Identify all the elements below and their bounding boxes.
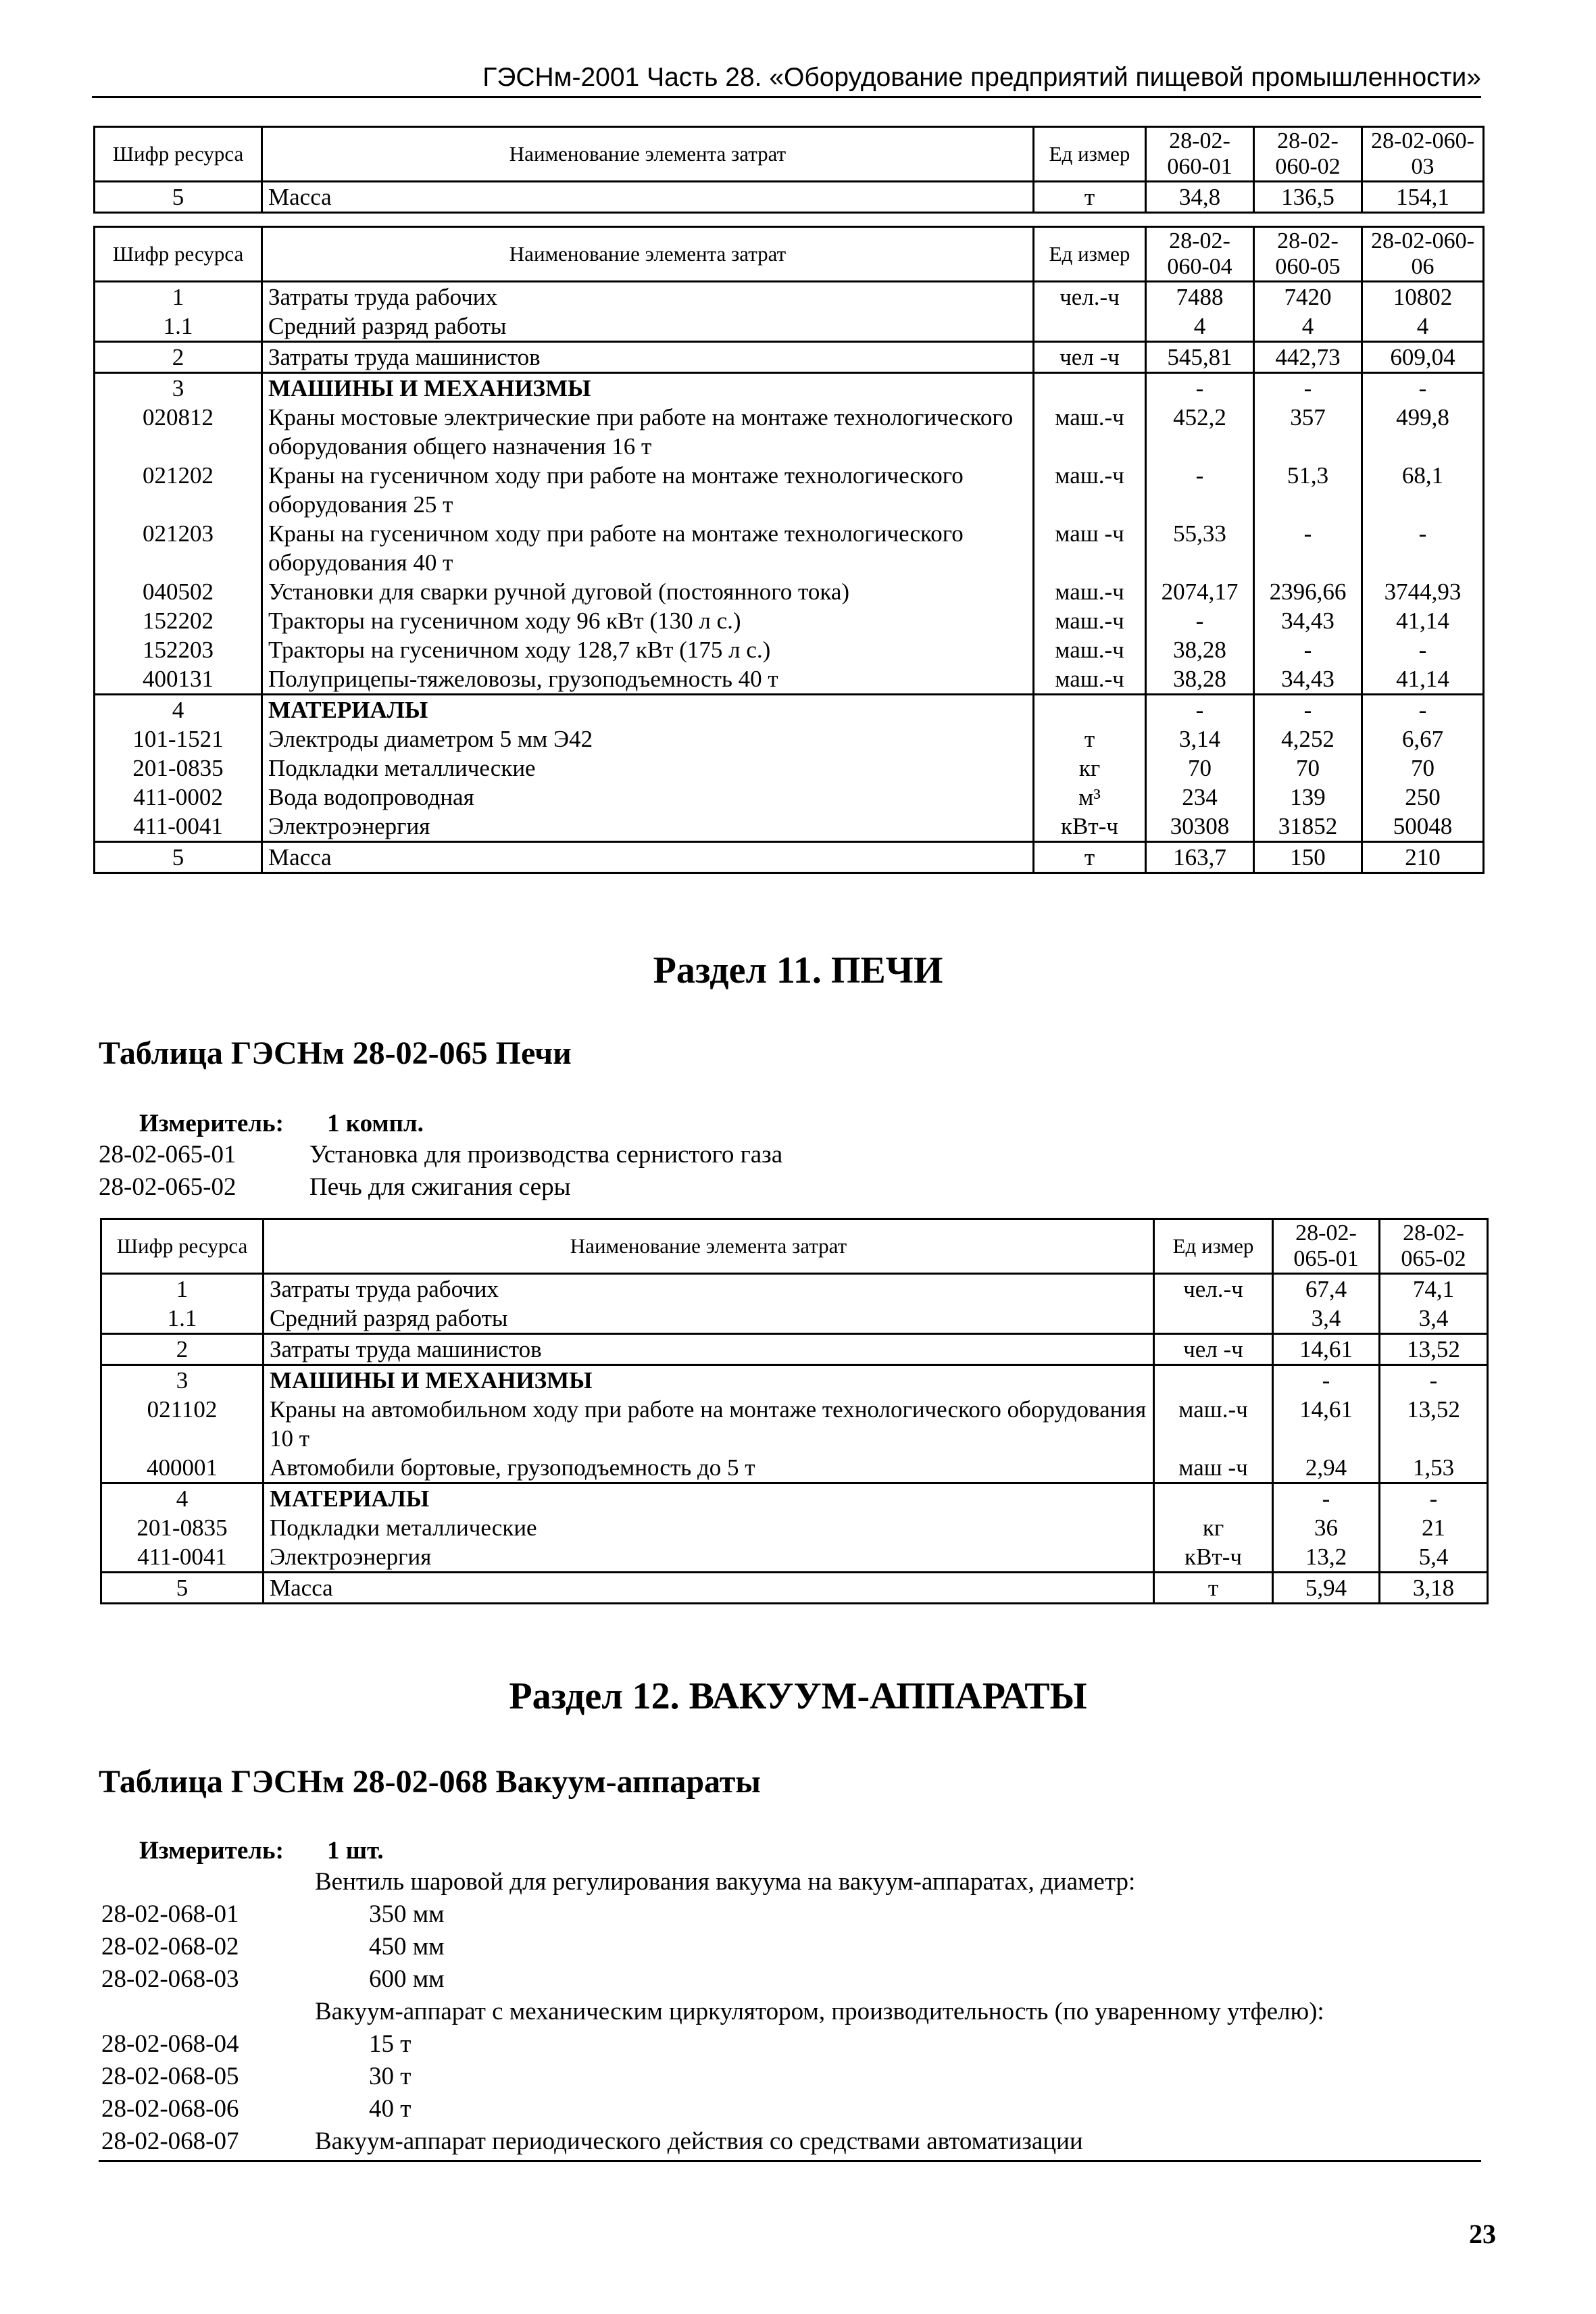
- cost-element-name: Электроды диаметром 5 мм Э42: [262, 724, 1034, 754]
- norm-value: 10802: [1362, 282, 1484, 312]
- item-text: 450 мм: [369, 1933, 445, 1961]
- norm-value: -: [1254, 635, 1362, 664]
- item-text: 30 т: [369, 2063, 412, 2090]
- unit-of-measure: [1034, 373, 1146, 403]
- cost-element-name: Автомобили бортовые, грузоподъемность до 5 т: [264, 1453, 1154, 1483]
- table-row: [95, 812, 1484, 842]
- norm-value: 21: [1380, 1513, 1488, 1542]
- column-header: 28-02-060-05: [1254, 227, 1362, 282]
- norm-value: -: [1146, 606, 1254, 635]
- resource-code: 5: [95, 842, 262, 873]
- resource-code: 400131: [95, 664, 262, 695]
- cost-element-name: Электроэнергия: [264, 1542, 1154, 1573]
- norm-value: 67,4: [1273, 1274, 1380, 1304]
- resource-code: 201-0835: [101, 1513, 264, 1542]
- norm-value: 139: [1254, 783, 1362, 812]
- norm-value: 13,52: [1380, 1334, 1488, 1365]
- unit-of-measure: [1034, 695, 1146, 725]
- item-text: 350 мм: [369, 1900, 445, 1928]
- cost-element-name: Краны на гусеничном ходу при работе на монтаже технологического оборудования 40 т: [262, 519, 1034, 577]
- unit-of-measure: [1154, 1483, 1273, 1514]
- norm-value: -: [1273, 1483, 1380, 1514]
- unit-of-measure: маш.-ч: [1034, 664, 1146, 695]
- table-068-title: Таблица ГЭСНм 28-02-068 Вакуум-аппараты: [99, 1764, 761, 1800]
- resource-code: 5: [95, 182, 262, 213]
- group-heading: Вакуум-аппарат с механическим циркулятором, производительность (по уваренному утфелю):: [315, 1998, 1324, 2025]
- column-header: Наименование элемента затрат: [262, 127, 1034, 182]
- table-row: [101, 1453, 1488, 1483]
- norm-value: 545,81: [1146, 342, 1254, 373]
- unit-of-measure: кг: [1034, 754, 1146, 783]
- column-header: Наименование элемента затрат: [262, 227, 1034, 282]
- table-row: [95, 182, 1484, 213]
- table-header-row: [101, 1219, 1488, 1274]
- resource-code: 152202: [95, 606, 262, 635]
- norm-value: 34,8: [1146, 182, 1254, 213]
- resource-code: 1.1: [101, 1304, 264, 1334]
- column-header: 28-02-060-03: [1362, 127, 1484, 182]
- unit-of-measure: кВт-ч: [1154, 1542, 1273, 1573]
- norm-value: 14,61: [1273, 1334, 1380, 1365]
- column-header: Ед измер: [1034, 227, 1146, 282]
- norm-value: 30308: [1146, 812, 1254, 842]
- cost-element-name: Краны мостовые электрические при работе на монтаже технологического оборудования общего назначения 16 т: [262, 403, 1034, 461]
- norm-value: 55,33: [1146, 519, 1254, 577]
- unit-of-measure: т: [1034, 724, 1146, 754]
- norm-value: -: [1254, 695, 1362, 725]
- measure-label: Измеритель:: [139, 1110, 284, 1137]
- cost-element-name: Затраты труда машинистов: [264, 1334, 1154, 1365]
- unit-of-measure: [1154, 1365, 1273, 1396]
- item-text: 600 мм: [369, 1965, 445, 1993]
- table-row: [101, 1365, 1488, 1396]
- cost-element-name: Средний разряд работы: [262, 312, 1034, 342]
- column-header: Ед измер: [1154, 1219, 1273, 1274]
- column-header: 28-02-060-04: [1146, 227, 1254, 282]
- table-row: [95, 842, 1484, 873]
- norm-value: -: [1362, 519, 1484, 577]
- resource-code: 3: [101, 1365, 264, 1396]
- norm-value: -: [1380, 1483, 1488, 1514]
- unit-of-measure: маш -ч: [1034, 519, 1146, 577]
- unit-of-measure: [1154, 1304, 1273, 1334]
- table-row: [95, 519, 1484, 577]
- norm-value: 70: [1362, 754, 1484, 783]
- norm-value: -: [1254, 519, 1362, 577]
- page-number: 23: [1469, 2219, 1496, 2249]
- cost-element-name: МАШИНЫ И МЕХАНИЗМЫ: [262, 373, 1034, 403]
- table-row: [95, 664, 1484, 695]
- norm-value: 2074,17: [1146, 577, 1254, 606]
- resource-table-060-a: [93, 126, 1485, 214]
- table-row: [101, 1542, 1488, 1573]
- table-row: [95, 606, 1484, 635]
- resource-table-065: [100, 1218, 1489, 1604]
- cost-element-name: Масса: [262, 182, 1034, 213]
- norm-value: 452,2: [1146, 403, 1254, 461]
- column-header: 28-02-065-01: [1273, 1219, 1380, 1274]
- column-header: Шифр ресурса: [95, 127, 262, 182]
- cost-element-name: Масса: [262, 842, 1034, 873]
- unit-of-measure: чел -ч: [1154, 1334, 1273, 1365]
- column-header: Наименование элемента затрат: [264, 1219, 1154, 1274]
- item-code: 28-02-065-01: [99, 1141, 236, 1168]
- resource-table-060-b: [93, 226, 1485, 874]
- norm-value: 2,94: [1273, 1453, 1380, 1483]
- norm-value: 51,3: [1254, 461, 1362, 519]
- norm-value: -: [1254, 373, 1362, 403]
- unit-of-measure: маш.-ч: [1034, 635, 1146, 664]
- norm-value: 7488: [1146, 282, 1254, 312]
- cost-element-name: Электроэнергия: [262, 812, 1034, 842]
- norm-value: 5,94: [1273, 1573, 1380, 1604]
- resource-code: 2: [101, 1334, 264, 1365]
- norm-value: 3744,93: [1362, 577, 1484, 606]
- norm-value: 31852: [1254, 812, 1362, 842]
- norm-value: 3,4: [1380, 1304, 1488, 1334]
- cost-element-name: Тракторы на гусеничном ходу 96 кВт (130 л с.): [262, 606, 1034, 635]
- norm-value: 7420: [1254, 282, 1362, 312]
- item-code: 28-02-068-04: [101, 2030, 239, 2058]
- table-row: [95, 754, 1484, 783]
- unit-of-measure: маш.-ч: [1034, 577, 1146, 606]
- item-code: 28-02-065-02: [99, 1173, 236, 1201]
- item-text: 15 т: [369, 2030, 412, 2058]
- norm-value: 13,2: [1273, 1542, 1380, 1573]
- item-text: Установка для производства сернистого газа: [309, 1141, 783, 1168]
- resource-code: 021202: [95, 461, 262, 519]
- table-row: [95, 577, 1484, 606]
- cost-element-name: Вода водопроводная: [262, 783, 1034, 812]
- norm-value: 3,14: [1146, 724, 1254, 754]
- unit-of-measure: маш.-ч: [1034, 461, 1146, 519]
- cost-element-name: Затраты труда рабочих: [264, 1274, 1154, 1304]
- item-code: 28-02-068-01: [101, 1900, 239, 1928]
- table-header-row: [95, 227, 1484, 282]
- item-code: 28-02-068-07: [101, 2127, 239, 2155]
- table-row: [95, 282, 1484, 312]
- table-row: [101, 1334, 1488, 1365]
- norm-value: 3,18: [1380, 1573, 1488, 1604]
- norm-value: 41,14: [1362, 606, 1484, 635]
- norm-value: 4: [1146, 312, 1254, 342]
- cost-element-name: Краны на гусеничном ходу при работе на монтаже технологического оборудования 25 т: [262, 461, 1034, 519]
- norm-value: 13,52: [1380, 1395, 1488, 1453]
- table-row: [101, 1395, 1488, 1453]
- norm-value: -: [1146, 461, 1254, 519]
- resource-code: 021203: [95, 519, 262, 577]
- resource-code: 4: [95, 695, 262, 725]
- table-065-title: Таблица ГЭСНм 28-02-065 Печи: [99, 1035, 572, 1071]
- table-row: [95, 342, 1484, 373]
- norm-value: 34,43: [1254, 664, 1362, 695]
- resource-code: 1: [95, 282, 262, 312]
- norm-value: 609,04: [1362, 342, 1484, 373]
- unit-of-measure: т: [1034, 182, 1146, 213]
- section-12-title: Раздел 12. ВАКУУМ-АППАРАТЫ: [509, 1675, 1087, 1717]
- cost-element-name: Установки для сварки ручной дуговой (постоянного тока): [262, 577, 1034, 606]
- cost-element-name: Средний разряд работы: [264, 1304, 1154, 1334]
- norm-value: 250: [1362, 783, 1484, 812]
- norm-value: -: [1273, 1365, 1380, 1396]
- cost-element-name: МАТЕРИАЛЫ: [262, 695, 1034, 725]
- unit-of-measure: маш -ч: [1154, 1453, 1273, 1483]
- resource-code: 400001: [101, 1453, 264, 1483]
- unit-of-measure: м³: [1034, 783, 1146, 812]
- resource-code: 020812: [95, 403, 262, 461]
- norm-value: 499,8: [1362, 403, 1484, 461]
- measure-label: Измеритель:: [139, 1837, 284, 1865]
- cost-element-name: Краны на автомобильном ходу при работе на монтаже технологического оборудования 10 т: [264, 1395, 1154, 1453]
- norm-value: 70: [1254, 754, 1362, 783]
- norm-value: 136,5: [1254, 182, 1362, 213]
- item-text: Вакуум-аппарат периодического действия со средствами автоматизации: [315, 2127, 1083, 2155]
- norm-value: -: [1362, 373, 1484, 403]
- item-code: 28-02-068-06: [101, 2095, 239, 2123]
- table-row: [95, 724, 1484, 754]
- norm-value: 4,252: [1254, 724, 1362, 754]
- norm-value: 41,14: [1362, 664, 1484, 695]
- resource-code: 3: [95, 373, 262, 403]
- unit-of-measure: чел.-ч: [1034, 282, 1146, 312]
- norm-value: 2396,66: [1254, 577, 1362, 606]
- unit-of-measure: кВт-ч: [1034, 812, 1146, 842]
- table-row: [101, 1513, 1488, 1542]
- norm-value: 38,28: [1146, 635, 1254, 664]
- norm-value: 150: [1254, 842, 1362, 873]
- resource-code: 040502: [95, 577, 262, 606]
- norm-value: 14,61: [1273, 1395, 1380, 1453]
- bottom-rule: [99, 2160, 1481, 2162]
- group-heading: Вентиль шаровой для регулирования вакуума на вакуум-аппаратах, диаметр:: [315, 1868, 1136, 1896]
- norm-value: 74,1: [1380, 1274, 1488, 1304]
- table-row: [101, 1483, 1488, 1514]
- table-row: [101, 1274, 1488, 1304]
- unit-of-measure: маш.-ч: [1154, 1395, 1273, 1453]
- resource-code: 411-0041: [95, 812, 262, 842]
- table-header-row: [95, 127, 1484, 182]
- cost-element-name: Масса: [264, 1573, 1154, 1604]
- measure-value: 1 шт.: [327, 1837, 384, 1865]
- table-row: [95, 461, 1484, 519]
- norm-value: 34,43: [1254, 606, 1362, 635]
- norm-value: -: [1146, 695, 1254, 725]
- unit-of-measure: чел.-ч: [1154, 1274, 1273, 1304]
- column-header: 28-02-060-01: [1146, 127, 1254, 182]
- norm-value: 5,4: [1380, 1542, 1488, 1573]
- unit-of-measure: чел -ч: [1034, 342, 1146, 373]
- norm-value: -: [1146, 373, 1254, 403]
- section-11-title: Раздел 11. ПЕЧИ: [653, 950, 943, 991]
- column-header: 28-02-065-02: [1380, 1219, 1488, 1274]
- norm-value: 154,1: [1362, 182, 1484, 213]
- cost-element-name: МАШИНЫ И МЕХАНИЗМЫ: [264, 1365, 1154, 1396]
- cost-element-name: Затраты труда рабочих: [262, 282, 1034, 312]
- cost-element-name: Подкладки металлические: [262, 754, 1034, 783]
- resource-code: 2: [95, 342, 262, 373]
- table-row: [95, 373, 1484, 403]
- column-header: Шифр ресурса: [101, 1219, 264, 1274]
- item-text: 40 т: [369, 2095, 412, 2123]
- norm-value: 234: [1146, 783, 1254, 812]
- resource-code: 4: [101, 1483, 264, 1514]
- measure-value: 1 компл.: [327, 1110, 424, 1137]
- table-row: [95, 695, 1484, 725]
- resource-code: 411-0002: [95, 783, 262, 812]
- unit-of-measure: [1034, 312, 1146, 342]
- norm-value: 70: [1146, 754, 1254, 783]
- norm-value: 442,73: [1254, 342, 1362, 373]
- table-row: [95, 312, 1484, 342]
- norm-value: 4: [1254, 312, 1362, 342]
- column-header: Шифр ресурса: [95, 227, 262, 282]
- cost-element-name: Затраты труда машинистов: [262, 342, 1034, 373]
- norm-value: -: [1362, 635, 1484, 664]
- resource-code: 411-0041: [101, 1542, 264, 1573]
- running-header: ГЭСНм-2001 Часть 28. «Оборудование предприятий пищевой промышленности»: [92, 62, 1481, 98]
- norm-value: -: [1380, 1365, 1488, 1396]
- norm-value: -: [1362, 695, 1484, 725]
- resource-code: 5: [101, 1573, 264, 1604]
- item-code: 28-02-068-05: [101, 2063, 239, 2090]
- norm-value: 68,1: [1362, 461, 1484, 519]
- cost-element-name: Тракторы на гусеничном ходу 128,7 кВт (175 л с.): [262, 635, 1034, 664]
- table-row: [95, 403, 1484, 461]
- norm-value: 6,67: [1362, 724, 1484, 754]
- table-row: [101, 1573, 1488, 1604]
- resource-code: 152203: [95, 635, 262, 664]
- unit-of-measure: т: [1034, 842, 1146, 873]
- cost-element-name: Полуприцепы-тяжеловозы, грузоподъемность 40 т: [262, 664, 1034, 695]
- norm-value: 50048: [1362, 812, 1484, 842]
- resource-code: 101-1521: [95, 724, 262, 754]
- table-row: [101, 1304, 1488, 1334]
- unit-of-measure: кг: [1154, 1513, 1273, 1542]
- column-header: 28-02-060-02: [1254, 127, 1362, 182]
- norm-value: 357: [1254, 403, 1362, 461]
- norm-value: 38,28: [1146, 664, 1254, 695]
- item-code: 28-02-068-02: [101, 1933, 239, 1961]
- resource-code: 201-0835: [95, 754, 262, 783]
- norm-value: 4: [1362, 312, 1484, 342]
- table-row: [95, 635, 1484, 664]
- unit-of-measure: т: [1154, 1573, 1273, 1604]
- item-text: Печь для сжигания серы: [309, 1173, 571, 1201]
- cost-element-name: МАТЕРИАЛЫ: [264, 1483, 1154, 1514]
- column-header: Ед измер: [1034, 127, 1146, 182]
- unit-of-measure: маш.-ч: [1034, 606, 1146, 635]
- resource-code: 1: [101, 1274, 264, 1304]
- unit-of-measure: маш.-ч: [1034, 403, 1146, 461]
- norm-value: 3,4: [1273, 1304, 1380, 1334]
- resource-code: 1.1: [95, 312, 262, 342]
- cost-element-name: Подкладки металлические: [264, 1513, 1154, 1542]
- norm-value: 163,7: [1146, 842, 1254, 873]
- column-header: 28-02-060-06: [1362, 227, 1484, 282]
- norm-value: 210: [1362, 842, 1484, 873]
- resource-code: 021102: [101, 1395, 264, 1453]
- item-code: 28-02-068-03: [101, 1965, 239, 1993]
- norm-value: 1,53: [1380, 1453, 1488, 1483]
- norm-value: 36: [1273, 1513, 1380, 1542]
- table-row: [95, 783, 1484, 812]
